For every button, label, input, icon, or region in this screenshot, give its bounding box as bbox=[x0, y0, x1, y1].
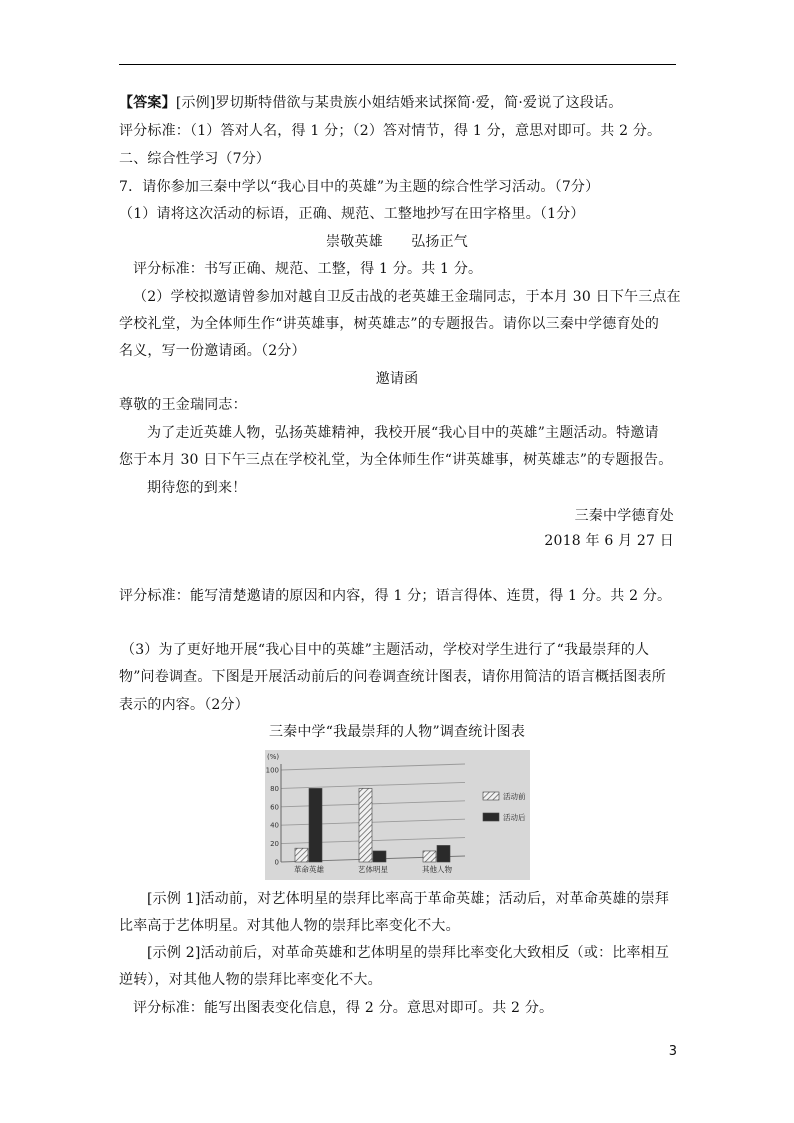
x-tick-label: 其他人物 bbox=[422, 865, 452, 874]
bar-before bbox=[295, 848, 308, 862]
letter-body-line: 您于本月 30 日下午三点在学校礼堂，为全体师生作“讲英雄事，树英雄志”的专题报告。 bbox=[119, 452, 673, 468]
question-7-3-line: 表示的内容。（2分） bbox=[119, 697, 249, 713]
question-7-3-line: 物”问卷调查。下图是开展活动前后的问卷调查统计图表，请你用简洁的语言概括图表所 bbox=[119, 669, 666, 685]
letter-greeting: 尊敬的王金瑞同志： bbox=[119, 397, 247, 413]
y-tick-label: 20 bbox=[270, 840, 279, 849]
letter-closing: 期待您的到来！ bbox=[147, 480, 247, 496]
gridline bbox=[281, 801, 465, 807]
x-tick-label: 艺体明星 bbox=[358, 865, 388, 874]
y-tick-label: 0 bbox=[274, 858, 279, 867]
y-tick-label: 40 bbox=[270, 821, 279, 830]
answer-criteria: 评分标准：（1）答对人名，得 1 分；（2）答对情节，得 1 分，意思对即可。共 2 分。 bbox=[119, 123, 662, 139]
page-number: 3 bbox=[668, 1044, 677, 1059]
bar-after bbox=[437, 845, 450, 862]
answer-tag: 【答案】 bbox=[119, 95, 176, 111]
letter-signature: 三秦中学德育处 bbox=[574, 508, 674, 524]
bar-after bbox=[309, 788, 322, 862]
question-7-3-line: （3）为了更好地开展“我心目中的英雄”主题活动，学校对学生进行了“我最崇拜的人 bbox=[121, 642, 650, 658]
question-7-1-criteria: 评分标准：书写正确、规范、工整，得 1 分。共 1 分。 bbox=[133, 261, 483, 277]
letter-criteria: 评分标准：能写清楚邀请的原因和内容，得 1 分；语言得体、连贯，得 1 分。共 2 分。 bbox=[119, 588, 672, 604]
gridline bbox=[281, 782, 465, 788]
gridline bbox=[281, 819, 465, 825]
answer-text: [示例]罗切斯特借欲与某贵族小姐结婚来试探简·爱，简·爱说了这段话。 bbox=[175, 95, 623, 111]
question-7-2-line: （2）学校拟邀请曾参加对越自卫反击战的老英雄王金瑞同志，于本月 30 日下午三点在 bbox=[133, 289, 681, 305]
gridline bbox=[281, 838, 465, 844]
legend-label: 活动前 bbox=[503, 792, 526, 801]
x-tick-label: 革命英雄 bbox=[294, 865, 324, 874]
y-axis-label: (%) bbox=[267, 753, 280, 761]
bar-before bbox=[423, 851, 436, 862]
y-tick-label: 60 bbox=[270, 803, 279, 812]
slogan: 崇敬英雄 弘扬正气 bbox=[326, 234, 468, 250]
example-1-line: 比率高于艺体明星。对其他人物的崇拜比率变化不大。 bbox=[119, 918, 460, 934]
example-2-line: [示例 2]活动前后，对革命英雄和艺体明星的崇拜比率变化大致相反（或：比率相互 bbox=[147, 945, 670, 961]
bar-after bbox=[373, 851, 386, 862]
legend-swatch bbox=[483, 792, 499, 800]
answer-line bbox=[119, 93, 622, 113]
y-tick-label: 80 bbox=[270, 784, 279, 793]
letter-date: 2018 年 6 月 27 日 bbox=[544, 533, 674, 549]
section-heading: 二、综合性学习（7分） bbox=[119, 151, 271, 167]
bar-before bbox=[359, 788, 372, 862]
header-rule bbox=[119, 64, 676, 65]
legend-label: 活动后 bbox=[503, 813, 526, 822]
survey-bar-chart bbox=[265, 750, 530, 880]
example-2-line: 逆转），对其他人物的崇拜比率变化不大。 bbox=[119, 972, 382, 988]
question-7: 7．请你参加三秦中学以“我心目中的英雄”为主题的综合性学习活动。（7分） bbox=[119, 179, 600, 195]
chart-title: 三秦中学“我最崇拜的人物”调查统计图表 bbox=[268, 724, 526, 740]
example-criteria: 评分标准：能写出图表变化信息，得 2 分。意思对即可。共 2 分。 bbox=[133, 1000, 554, 1016]
legend-swatch bbox=[483, 813, 499, 821]
letter-title: 邀请函 bbox=[375, 371, 419, 387]
gridline bbox=[281, 764, 465, 770]
letter-body-line: 为了走近英雄人物，弘扬英雄精神，我校开展“我心目中的英雄”主题活动。特邀请 bbox=[147, 425, 659, 441]
question-7-1: （1）请将这次活动的标语，正确、规范、工整地抄写在田字格里。（1分） bbox=[119, 206, 585, 222]
question-7-2-line: 名义，写一份邀请函。（2分） bbox=[119, 343, 306, 359]
question-7-2-line: 学校礼堂，为全体师生作“讲英雄事，树英雄志”的专题报告。请你以三秦中学德育处的 bbox=[119, 316, 660, 332]
y-tick-label: 100 bbox=[265, 766, 279, 775]
example-1-line: [示例 1]活动前，对艺体明星的崇拜比率高于革命英雄；活动后，对革命英雄的崇拜 bbox=[147, 891, 670, 907]
